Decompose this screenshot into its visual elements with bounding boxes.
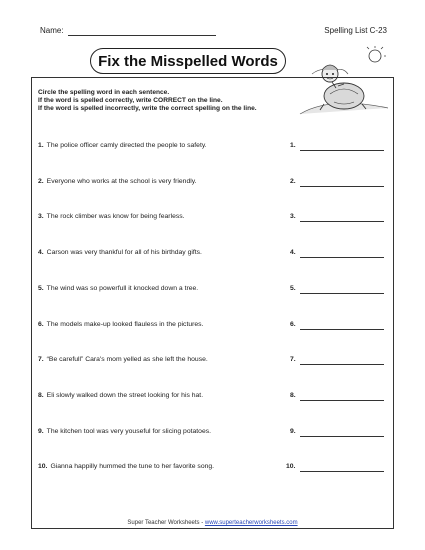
answer-number: 4. (290, 249, 296, 257)
footer-separator: - (201, 520, 204, 526)
question-sentence: Eli slowly walked down the street looking for his hat. (46, 391, 204, 399)
instructions-block (38, 89, 257, 114)
question-row (38, 285, 198, 292)
question-sentence: Gianna happilly hummed the tune to her favorite song. (50, 463, 215, 471)
answer-line-field[interactable] (300, 471, 384, 472)
instruction-line: If the word is spelled incorrectly, write the correct spelling on the line. (38, 105, 257, 113)
question-sentence: “Be carefull” Cara's mom yelled as she left the house. (46, 356, 208, 364)
instruction-line: Circle the spelling word in each sentence. (38, 89, 170, 96)
answer-line-field[interactable] (300, 436, 384, 437)
question-row (38, 428, 211, 435)
question-number: 2. (38, 177, 44, 185)
question-row (38, 463, 214, 470)
question-sentence: Carson was very thankful for all of his birthday gifts. (46, 249, 202, 257)
instruction-line: If the word is spelled correctly, write CORRECT on the line. (38, 97, 223, 105)
question-number: 4. (38, 249, 44, 257)
worksheet-title-text: Fix the Misspelled Words (98, 52, 278, 70)
answer-number: 9. (290, 427, 296, 435)
question-row (38, 142, 207, 149)
answer-number: 10. (286, 463, 296, 471)
worksheet-title (90, 48, 286, 74)
question-sentence: The police officer camly directed the people to safety. (46, 142, 207, 149)
question-number: 3. (38, 213, 44, 221)
answer-line-field[interactable] (300, 186, 384, 187)
question-row (38, 392, 203, 399)
question-sentence: Everyone who works at the school is very friendly. (46, 177, 197, 185)
question-number: 1. (38, 142, 44, 149)
answer-line-field[interactable] (300, 400, 384, 401)
answer-number: 8. (290, 391, 296, 399)
answer-number: 6. (290, 320, 296, 328)
question-number: 5. (38, 284, 44, 292)
name-field-line[interactable] (68, 35, 216, 36)
footer-link[interactable]: www.superteacherworksheets.com (204, 520, 298, 526)
question-sentence: The rock climber was know for being fearless. (46, 213, 185, 221)
question-row (38, 356, 208, 363)
answer-number: 2. (290, 177, 296, 185)
answer-number: 5. (290, 284, 296, 292)
answer-number: 3. (290, 213, 296, 221)
answer-line-field[interactable] (300, 293, 384, 294)
footer (0, 520, 425, 526)
question-sentence: The wind was so powerfull it knocked down a tree. (46, 284, 199, 292)
question-number: 10. (38, 463, 48, 471)
answer-line-field[interactable] (300, 150, 384, 151)
answer-line-field[interactable] (300, 329, 384, 330)
question-row (38, 249, 202, 256)
question-number: 7. (38, 356, 44, 364)
question-row (38, 213, 185, 220)
question-number: 6. (38, 320, 44, 328)
spelling-list-id: Spelling List C-23 (324, 26, 387, 35)
answer-line-field[interactable] (300, 221, 384, 222)
question-number: 8. (38, 391, 44, 399)
answer-number: 7. (290, 356, 296, 364)
footer-brand: Super Teacher Worksheets (127, 520, 200, 526)
question-sentence: The models make-up looked flauless in the pictures. (46, 320, 204, 328)
question-number: 9. (38, 427, 44, 435)
answer-line-field[interactable] (300, 364, 384, 365)
answer-number: 1. (290, 142, 296, 149)
question-row (38, 178, 197, 185)
question-sentence: The kitchen tool was very youseful for slicing potatoes. (46, 427, 212, 435)
name-label: Name: (40, 26, 64, 35)
question-row (38, 321, 203, 328)
answer-line-field[interactable] (300, 257, 384, 258)
